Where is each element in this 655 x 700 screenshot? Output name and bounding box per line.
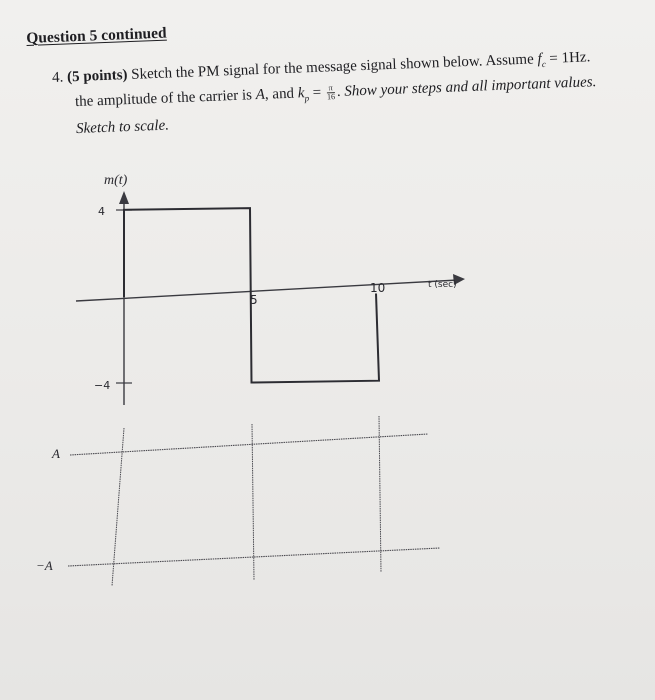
problem-text-2: the amplitude of the carrier is [74, 87, 253, 111]
m-t-label: m(t) [104, 173, 128, 188]
problem-text-2c: Show your steps and all important values. [344, 74, 597, 100]
fc-symbol: f [537, 51, 542, 68]
question-header: Question 5 continued [26, 24, 167, 47]
problem-number: 4. [51, 69, 64, 86]
grid-vline-t0 [112, 428, 124, 586]
time-axis [76, 280, 458, 301]
kp-period: . [336, 83, 341, 101]
grid-line-plus-a [70, 434, 428, 455]
amplitude-symbol: A [255, 86, 266, 104]
t-sec-label: t (sec) [428, 280, 457, 290]
kp-numerator: π [327, 84, 335, 93]
problem-text-2b: , and [264, 85, 295, 103]
y-tick-label-top: 4 [98, 205, 105, 218]
grid-vline-t10 [379, 416, 381, 572]
kp-equals: = [312, 84, 322, 101]
grid-label-minus-a: −A [36, 558, 53, 573]
answer-grid [36, 416, 440, 586]
fc-value: = 1Hz. [549, 49, 591, 67]
y-tick-label-bottom: −4 [94, 379, 111, 392]
kp-subscript: p [304, 93, 310, 104]
fc-subscript: c [541, 59, 547, 70]
message-plot [76, 173, 465, 405]
kp-symbol: k [297, 85, 305, 102]
problem-text-1: Sketch the PM signal for the message signal shown below. Assume [130, 51, 535, 83]
grid-label-plus-a: A [52, 446, 60, 461]
x-tick-label-5: 5 [250, 293, 258, 307]
problem-points: (5 points) [66, 67, 128, 86]
x-tick-label-10: 10 [370, 281, 386, 295]
amplitude-axis-arrow [119, 191, 129, 204]
problem-line-3: Sketch to scale. [75, 117, 170, 138]
kp-denominator: 16 [326, 92, 336, 102]
